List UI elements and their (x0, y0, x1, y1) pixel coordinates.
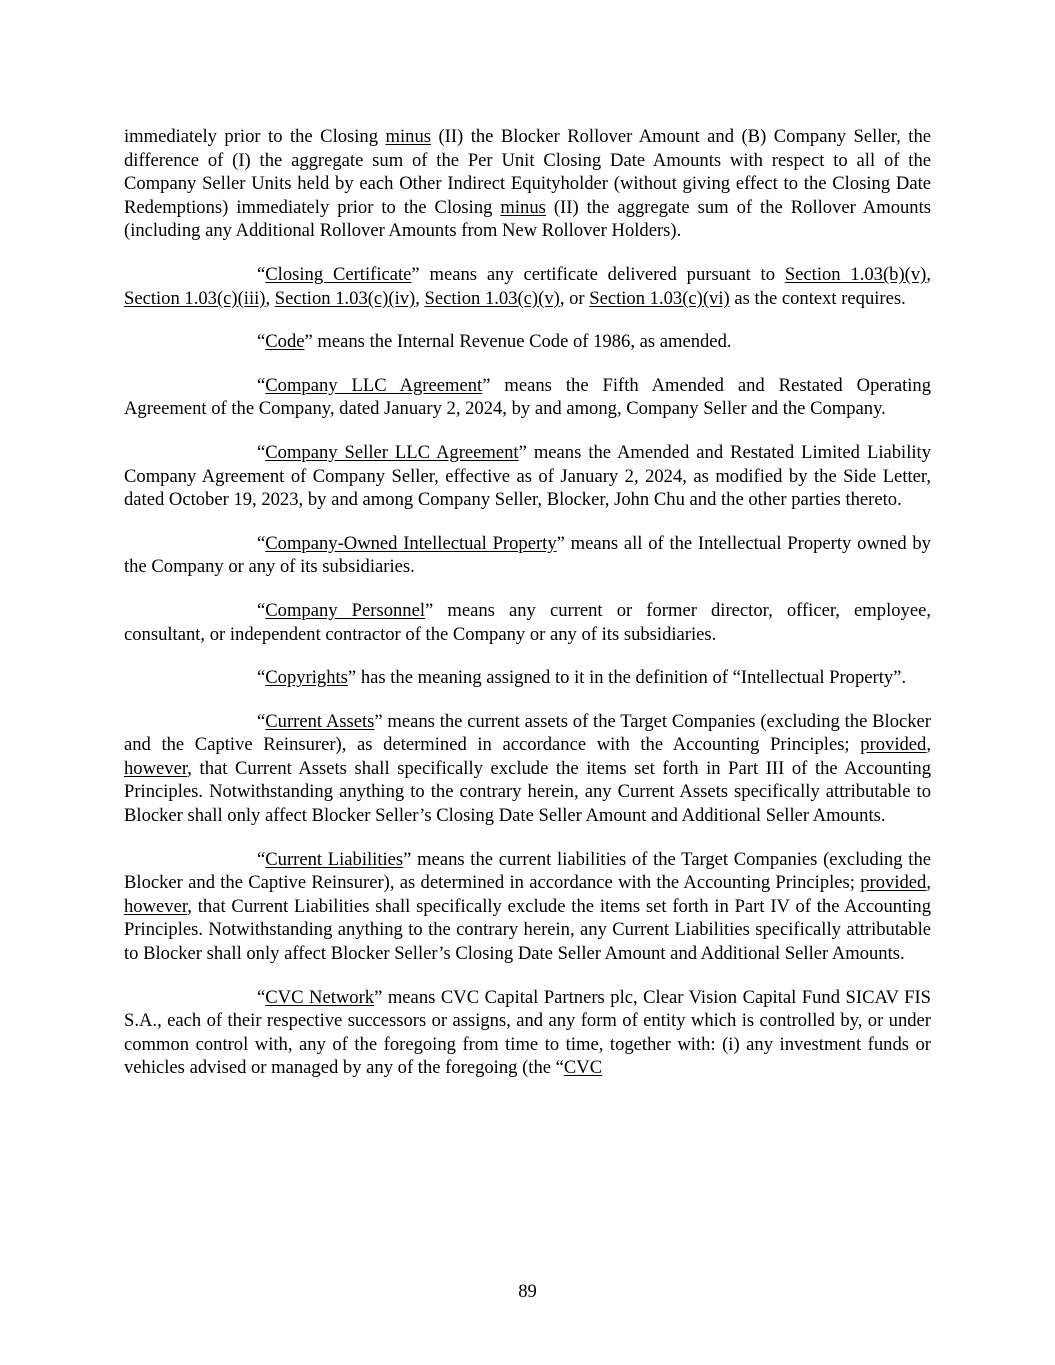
term-however: however (124, 757, 188, 779)
defined-term: Company-Owned Intellectual Property (265, 532, 557, 554)
term-provided: provided (860, 734, 927, 756)
definition-company-personnel: “Company Personnel” means any current or former director, officer, employee, consultant, or independent contractor of the Company or any of its subsidiaries. (124, 599, 931, 645)
section-reference: Section 1.03(c)(v) (424, 287, 560, 309)
section-reference: Section 1.03(c)(vi) (589, 287, 730, 309)
defined-term-continued: CVC (563, 1057, 603, 1079)
defined-term: Current Assets (265, 710, 375, 732)
definition-code: “Code” means the Internal Revenue Code of 1986, as amended. (257, 331, 732, 353)
definition-company-owned-ip: “Company-Owned Intellectual Property” means all of the Intellectual Property owned by the Company or any of its subsidiaries. (124, 532, 931, 578)
term-minus: minus (385, 126, 431, 147)
paragraph-rollover-continuation: immediately prior to the Closing minus (II) the Blocker Rollover Amount and (B) Company Seller, the difference of (I) the aggregate sum of the Per Unit Closing Date Amounts with respect to all of the Company Seller Units held by each Other Indirect Equityholder (without giving effect to the Closing Date Redemptions) immediately prior to the Closing minus (II) the aggregate sum of the Rollover Amounts (including any Additional Rollover Amounts from New Rollover Holders). (124, 126, 931, 242)
definition-current-liabilities: “Current Liabilities” means the current liabilities of the Target Companies (excluding the Blocker and the Captive Reinsurer), as determined in accordance with the Accounting Principles; provided, however, that Current Liabilities shall specifically exclude the items set forth in Part IV of the Accounting Principles. Notwithstanding anything to the contrary herein, any Current Liabilities specifically attributable to Blocker shall only affect Blocker Seller’s Closing Date Seller Amount and Additional Seller Amounts. (124, 848, 932, 965)
definition-closing-certificate: “Closing Certificate” means any certificate delivered pursuant to Section 1.03(b)(v), Section 1.03(c)(iii), Section 1.03(c)(iv), Section 1.03(c)(v), or Section 1.03(c)(vi) as the context requires. (124, 263, 931, 309)
defined-term: Company Personnel (265, 599, 426, 621)
section-reference: Section 1.03(b)(v) (784, 263, 927, 285)
defined-term: Company Seller LLC Agreement (265, 441, 519, 463)
document-page (124, 125, 931, 1100)
term-minus: minus (500, 196, 546, 218)
definition-current-assets: “Current Assets” means the current assets of the Target Companies (excluding the Blocker and the Captive Reinsurer), as determined in accordance with the Accounting Principles; provided, however, that Current Assets shall specifically exclude the items set forth in Part III of the Accounting Principles. Notwithstanding anything to the contrary herein, any Current Assets specifically attributable to Blocker shall only affect Blocker Seller’s Closing Date Seller Amount and Additional Seller Amounts. (124, 710, 931, 827)
page-number: 89 (518, 1281, 537, 1302)
defined-term: Company LLC Agreement (265, 374, 483, 396)
defined-term: Copyrights (265, 667, 348, 689)
definition-cvc-network: “CVC Network” means CVC Capital Partners plc, Clear Vision Capital Fund SICAV FIS S.A., each of their respective successors or assigns, and any form of entity which is controlled by, or under common control with, any of the foregoing from time to time, together with: (i) any investment funds or vehicles advised or managed by any of the foregoing (the “CVC (124, 986, 931, 1079)
term-however: however (124, 895, 188, 917)
term-provided: provided (860, 872, 927, 894)
defined-term: CVC Network (265, 986, 375, 1008)
definition-copyrights: “Copyrights” has the meaning assigned to it in the definition of “Intellectual Property”. (257, 667, 907, 689)
defined-term: Code (265, 331, 305, 353)
defined-term: Closing Certificate (265, 263, 412, 285)
definition-company-seller-llc-agreement: “Company Seller LLC Agreement” means the Amended and Restated Limited Liability Company Agreement of Company Seller, effective as of January 2, 2024, as modified by the Side Letter, dated October 19, 2023, by and among Company Seller, Blocker, John Chu and the other parties thereto. (124, 441, 931, 511)
section-reference: Section 1.03(c)(iii) (124, 287, 266, 309)
definition-company-llc-agreement: “Company LLC Agreement” means the Fifth Amended and Restated Operating Agreement of the Company, dated January 2, 2024, by and among, Company Seller and the Company. (124, 374, 932, 420)
section-reference: Section 1.03(c)(iv) (274, 287, 416, 309)
defined-term: Current Liabilities (265, 848, 404, 870)
